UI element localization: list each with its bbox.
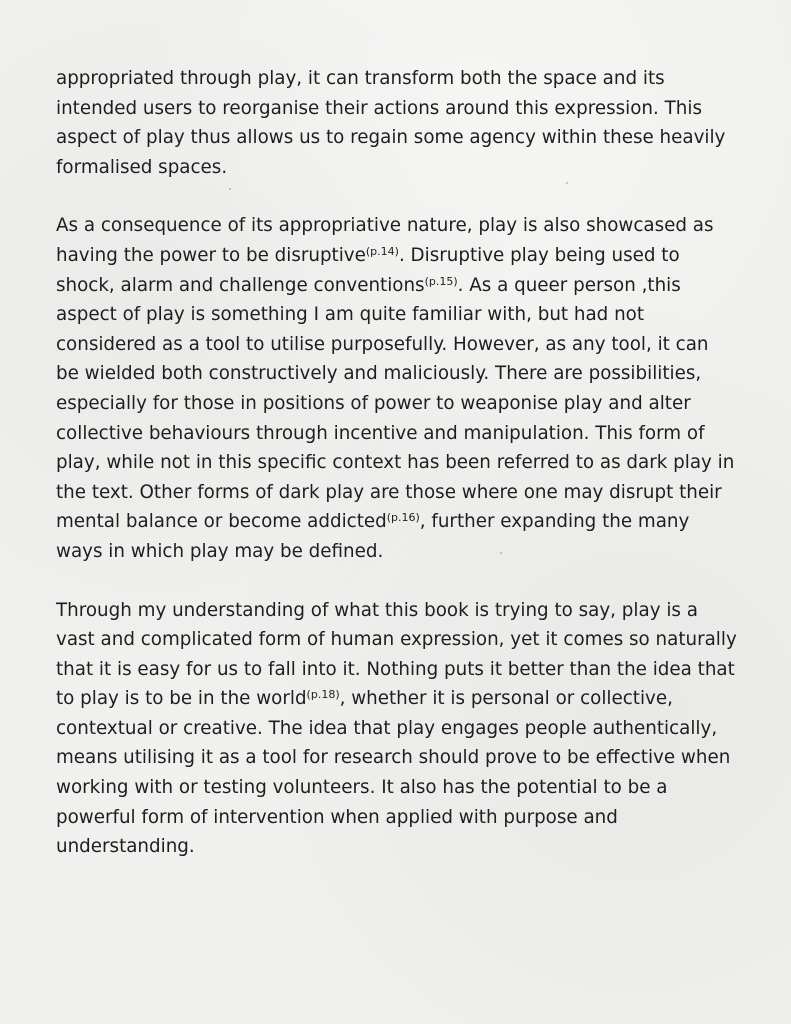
text-run: shock, alarm and challenge conventions (56, 274, 425, 296)
text-line: considered as a tool to utilise purposefully. However, as any tool, it can (56, 333, 709, 355)
text-run: . As a queer person ,this (457, 274, 681, 296)
paper-speck (500, 552, 502, 554)
page-citation: (p.18) (306, 688, 340, 702)
text-line (56, 684, 741, 714)
text-line: intended users to reorganise their actions around this expression. This (56, 97, 702, 119)
text-line: collective behaviours through incentive and manipulation. This form of (56, 422, 705, 444)
text-line: working with or testing volunteers. It also has the potential to be a (56, 777, 668, 799)
text-line: play, while not in this specific context has been referred to as dark play in (56, 452, 735, 474)
text-line: ways in which play may be defined. (56, 540, 384, 562)
text-run: to play is to be in the world (56, 688, 307, 710)
text-line: contextual or creative. The idea that play engages people authentically, (56, 717, 718, 739)
text-run: . Disruptive play being used to (398, 244, 680, 266)
paragraph-3 (56, 596, 741, 862)
text-line: vast and complicated form of human expression, yet it comes so naturally (56, 629, 737, 651)
paper-speck (566, 182, 568, 184)
text-line: the text. Other forms of dark play are those where one may disrupt their (56, 481, 722, 503)
paragraph-1 (56, 64, 741, 182)
page-citation: (p.15) (424, 274, 458, 288)
text-line: especially for those in positions of power to weaponise play and alter (56, 392, 691, 414)
paragraph-2 (56, 211, 741, 566)
text-line: aspect of play thus allows us to regain some agency within these heavily (56, 127, 726, 149)
text-line: understanding. (56, 836, 195, 858)
page-citation: (p.16) (386, 511, 420, 525)
text-line: be wielded both constructively and maliciously. There are possibilities, (56, 363, 702, 385)
text-line: As a consequence of its appropriative nature, play is also showcased as (56, 215, 714, 237)
text-line (56, 271, 741, 301)
text-run: mental balance or become addicted (56, 511, 387, 533)
text-line: Through my understanding of what this book is trying to say, play is a (56, 599, 698, 621)
text-line (56, 507, 741, 537)
text-line: appropriated through play, it can transform both the space and its (56, 68, 665, 89)
text-line: aspect of play is something I am quite familiar with, but had not (56, 304, 645, 326)
text-line: powerful form of intervention when applied with purpose and (56, 806, 618, 828)
text-line: that it is easy for us to fall into it. Nothing puts it better than the idea that (56, 658, 735, 680)
page-citation: (p.14) (365, 244, 399, 258)
text-run: , whether it is personal or collective, (339, 688, 673, 710)
text-run: having the power to be disruptive (56, 244, 366, 266)
text-run: , further expanding the many (419, 511, 690, 533)
text-line: formalised spaces. (56, 156, 228, 178)
text-line: means utilising it as a tool for research should prove to be effective when (56, 747, 731, 769)
paper-speck (229, 188, 231, 190)
text-line (56, 241, 741, 271)
